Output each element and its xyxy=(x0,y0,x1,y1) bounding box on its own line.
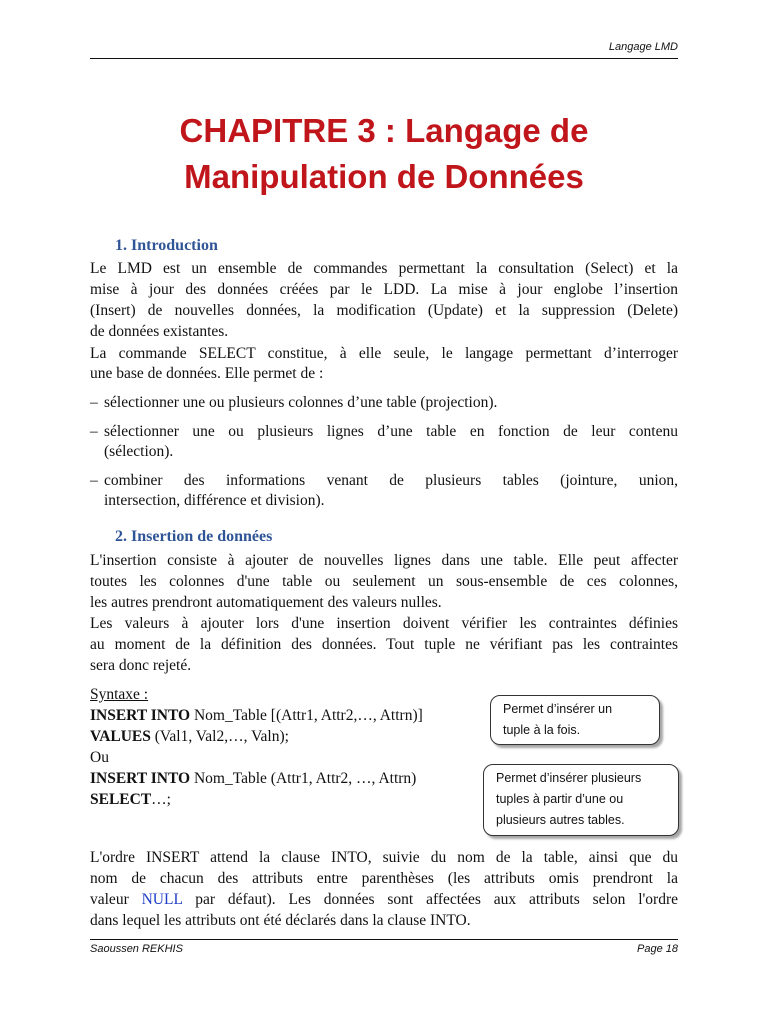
intro-line: (Insert) de nouvelles données, la modification (Update) et la suppression (Delete) xyxy=(90,302,678,319)
syntax-text: …; xyxy=(151,791,171,808)
insertion-line: sera donc rejeté. xyxy=(90,657,192,674)
intro-line: La commande SELECT constitue, à elle seule, le langage permettant d’interroger xyxy=(90,345,678,362)
bullet-text: intersection, différence et division). xyxy=(104,492,325,509)
insert-explanation-line xyxy=(90,890,678,910)
bullet-text: (sélection). xyxy=(104,443,174,460)
callout-line: Permet d’insérer plusieurs xyxy=(496,771,642,785)
bullet-dash: – xyxy=(90,394,98,411)
null-keyword: NULL xyxy=(141,891,183,908)
intro-line: de données existantes. xyxy=(90,323,229,340)
footer-page-number: Page 18 xyxy=(637,943,678,955)
syntax-insert-line-2 xyxy=(90,769,416,789)
bullet-text: sélectionner une ou plusieurs lignes d’une table en fonction de leur contenu xyxy=(104,423,678,440)
text-span: valeur xyxy=(90,891,142,908)
callout-line: plusieurs autres tables. xyxy=(496,813,625,827)
footer-author: Saoussen REKHIS xyxy=(90,943,183,955)
running-header: Langage LMD xyxy=(608,41,678,53)
syntax-label: Syntaxe : xyxy=(90,686,149,703)
syntax-text: Nom_Table (Attr1, Attr2, …, Attrn) xyxy=(190,770,417,787)
callout-line: Permet d’insérer un xyxy=(503,702,613,716)
bullet-dash: – xyxy=(90,423,98,440)
syntax-text: (Val1, Val2,…, Valn); xyxy=(150,728,289,745)
syntax-insert-line-1 xyxy=(90,706,423,726)
syntax-values-line xyxy=(90,727,289,747)
syntax-or: Ou xyxy=(90,749,109,766)
section-heading-insertion: 2. Insertion de données xyxy=(115,528,273,545)
footer-rule xyxy=(90,939,678,940)
insertion-line: toutes les colonnes d'une table ou seulement un sous-ensemble de ces colonnes, xyxy=(90,573,678,590)
bullet-text: sélectionner une ou plusieurs colonnes d’une table (projection). xyxy=(104,394,498,411)
insert-explanation-line: L'ordre INSERT attend la clause INTO, suivie du nom de la table, ainsi que du xyxy=(90,849,678,866)
keyword-insert-into: INSERT INTO xyxy=(90,770,191,787)
keyword-values: VALUES xyxy=(90,728,151,745)
intro-line: mise à jour des données créées par le LDD. La mise à jour englobe l’insertion xyxy=(90,281,678,298)
callout-single-tuple xyxy=(490,695,660,745)
callout-line: tuples à partir d’une ou xyxy=(496,792,624,806)
insert-explanation-line: dans lequel les attributs ont été déclarés dans la clause INTO. xyxy=(90,912,471,929)
intro-line: une base de données. Elle permet de : xyxy=(90,365,324,382)
text-span: par défaut). Les données sont affectées aux attributs selon l'ordre xyxy=(182,891,678,908)
section-heading-introduction: 1. Introduction xyxy=(115,237,218,254)
chapter-title xyxy=(90,108,678,200)
callout-line: tuple à la fois. xyxy=(503,723,581,737)
bullet-text: combiner des informations venant de plusieurs tables (jointure, union, xyxy=(104,472,678,489)
bullet-dash: – xyxy=(90,472,98,489)
callout-multiple-tuples xyxy=(483,764,679,836)
insertion-line: Les valeurs à ajouter lors d'une insertion doivent vérifier les contraintes définies xyxy=(90,615,678,632)
keyword-insert-into: INSERT INTO xyxy=(90,707,191,724)
insertion-line: au moment de la définition des données. Tout tuple ne vérifiant pas les contraintes xyxy=(90,636,678,653)
insert-explanation-line: nom de chacun des attributs entre parenthèses (les attributs omis prendront la xyxy=(90,870,678,887)
syntax-select-line xyxy=(90,790,171,810)
insertion-line: les autres prendront automatiquement des valeurs nulles. xyxy=(90,594,442,611)
chapter-title-line2: Manipulation de Données xyxy=(184,158,584,195)
chapter-title-line1: CHAPITRE 3 : Langage de xyxy=(179,112,589,149)
keyword-select: SELECT xyxy=(90,791,152,808)
intro-line: Le LMD est un ensemble de commandes permettant la consultation (Select) et la xyxy=(90,260,678,277)
insertion-line: L'insertion consiste à ajouter de nouvelles lignes dans une table. Elle peut affecter xyxy=(90,552,678,569)
header-rule xyxy=(90,58,678,59)
syntax-text: Nom_Table [(Attr1, Attr2,…, Attrn)] xyxy=(190,707,423,724)
